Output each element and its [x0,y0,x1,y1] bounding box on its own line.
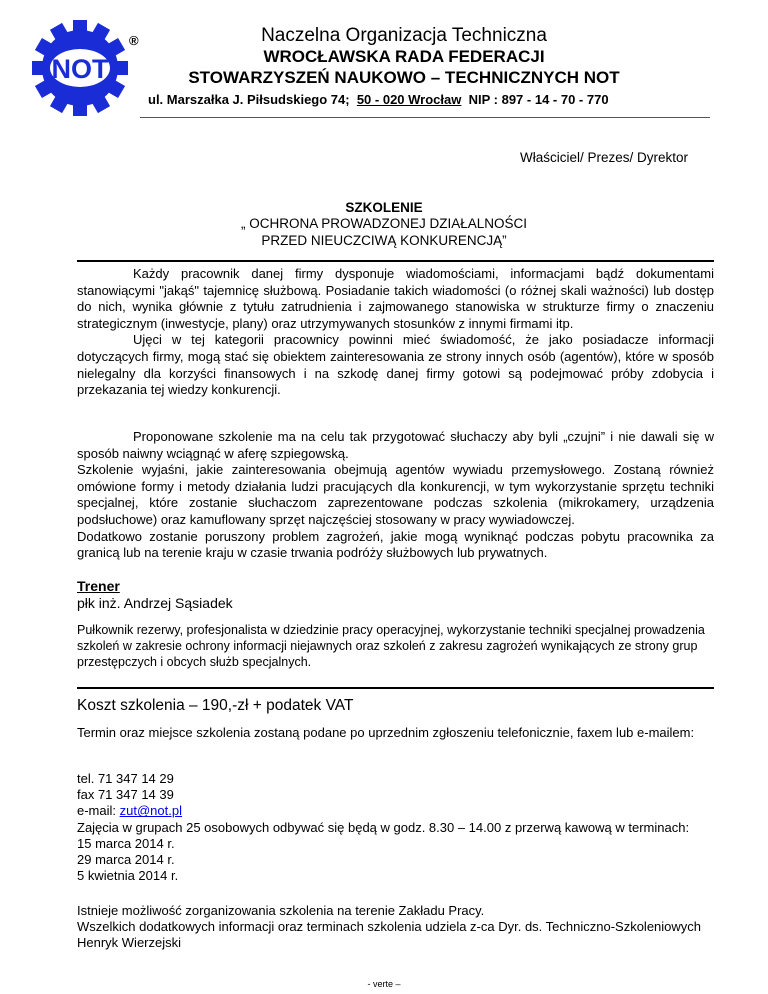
date-item: 29 marca 2014 r. [77,852,175,868]
schedule-note: Termin oraz miejsce szkolenia zostaną podane po uprzednim zgłoszeniu telefonicznie, faxem lub e-mailem: [77,725,695,740]
footer-line-2: Wszelkich dodatkowych informacji oraz terminach szkolenia udziela z-ca Dyr. ds. Techniczno-Szkoleniowych Henryk Wierzejski [77,919,702,951]
org-address [148,92,609,107]
email-link[interactable]: zut@not.pl [119,803,182,819]
address-street: ul. Marszałka J. Piłsudskiego 74; [148,92,350,107]
not-logo [30,18,130,118]
recipient-line: Właściciel/ Prezes/ Dyrektor [519,150,688,165]
doc-heading: SZKOLENIE [345,200,423,215]
address-city: 50 - 020 Wrocław [356,92,462,107]
groups-info: Zajęcia w grupach 25 osobowych odbywać się będą w godz. 8.30 – 14.00 z przerwą kawową w terminach: [77,819,690,835]
email-label: e-mail: [77,803,120,819]
section-divider [77,260,714,262]
date-item: 5 kwietnia 2014 r. [77,868,179,884]
org-council: WROCŁAWSKA RADA FEDERACJI [263,47,545,66]
contact-block [77,771,714,884]
org-name: Naczelna Organizacja Techniczna [261,25,547,46]
trainer-bio: Pułkownik rezerwy, profesjonalista w dziedzinie pracy operacyjnej, wykorzystanie techniki specjalnej prowadzenia szkoleń w zakresie ochrony informacji niejawnych oraz szkoleń z zakresu zagrożeń wynikających ze strony grup przestępczych i obcych służb specjalnych. [77,623,705,669]
section-divider [77,687,714,689]
description-paragraph-1: Proponowane szkolenie ma na celu tak przygotować słuchaczy aby byli „czujni” i nie dawali się w sposób naiwny wciągnąć w aferę szpiegowską. [77,429,714,461]
description-section [77,429,714,562]
footer-line-1: Istnieje możliwość zorganizowania szkolenia na terenie Zakładu Pracy. [77,903,485,918]
doc-title-line1: „ OCHRONA PROWADZONEJ DZIAŁALNOŚCI [240,216,528,231]
header-divider [140,117,710,118]
logo-text: NOT [51,54,109,84]
contact-fax: fax 71 347 14 39 [77,787,174,803]
contact-email [77,803,714,819]
intro-paragraph-2: Ujęci w tej kategorii pracownicy powinni mieć świadomość, że jako posiadacze informacji dotyczących firmy, mogą stać się obiektem zainteresowania ze strony innych osób (agentów), które w sposób nielegalny dla korzyści finansowych i na szkodę danej firmy gotowi są podejmować próby zdobycia i przekazania tej wiedzy konkurencji. [77,332,714,398]
trainer-heading: Trener [77,578,120,594]
registered-mark: ® [129,33,139,48]
doc-title-line2: PRZED NIEUCZCIWĄ KONKURENCJĄ” [261,233,507,248]
description-paragraph-3: Dodatkowo zostanie poruszony problem zagrożeń, jakie mogą wyniknąć podczas pobytu pracownika za granicą lub na terenie kraju w czasie trwania podróży służbowych lub prywatnych. [77,528,714,561]
contact-phone: tel. 71 347 14 29 [77,771,174,786]
intro-section [77,266,714,399]
date-item: 15 marca 2014 r. [77,835,175,851]
training-cost: Koszt szkolenia – 190,-zł + podatek VAT [77,697,354,714]
verte-note: - verte – [367,979,401,989]
gear-logo-icon [30,18,130,118]
org-federation: STOWARZYSZEŃ NAUKOWO – TECHNICZNYCH NOT [188,68,620,87]
description-paragraph-2: Szkolenie wyjaśni, jakie zainteresowania obejmują agentów wywiadu przemysłowego. Zostaną również omówione formy i metody działania ludzi pracujących dla konkurencji, w tym wykorzystanie sprzętu techniki specjalnej, które zostanie słuchaczom zaprezentowane podczas szkolenia (mikrokamery, urządzenia podsłuchowe) oraz kamuflowany sprzęt najczęściej stosowany w pracy wywiadowczej. [77,462,714,527]
address-nip: NIP : 897 - 14 - 70 - 770 [468,92,609,107]
footer-block [77,903,714,952]
trainer-name: płk inż. Andrzej Sąsiadek [77,595,233,611]
intro-paragraph-1: Każdy pracownik danej firmy dysponuje wiadomościami, informacjami bądź dokumentami stanowiącymi "jakąś" tajemnicę służbową. Posiadanie takich wiadomości (o różnej skali ważności) lub dostęp do nich, wynika głównie z tytułu zatrudnienia i zajmowanego stanowiska w strukturze firmy o znaczeniu strategicznym (inwestycje, plany) oraz utrzymywanych stosunków z innymi firmami itp. [77,266,714,331]
